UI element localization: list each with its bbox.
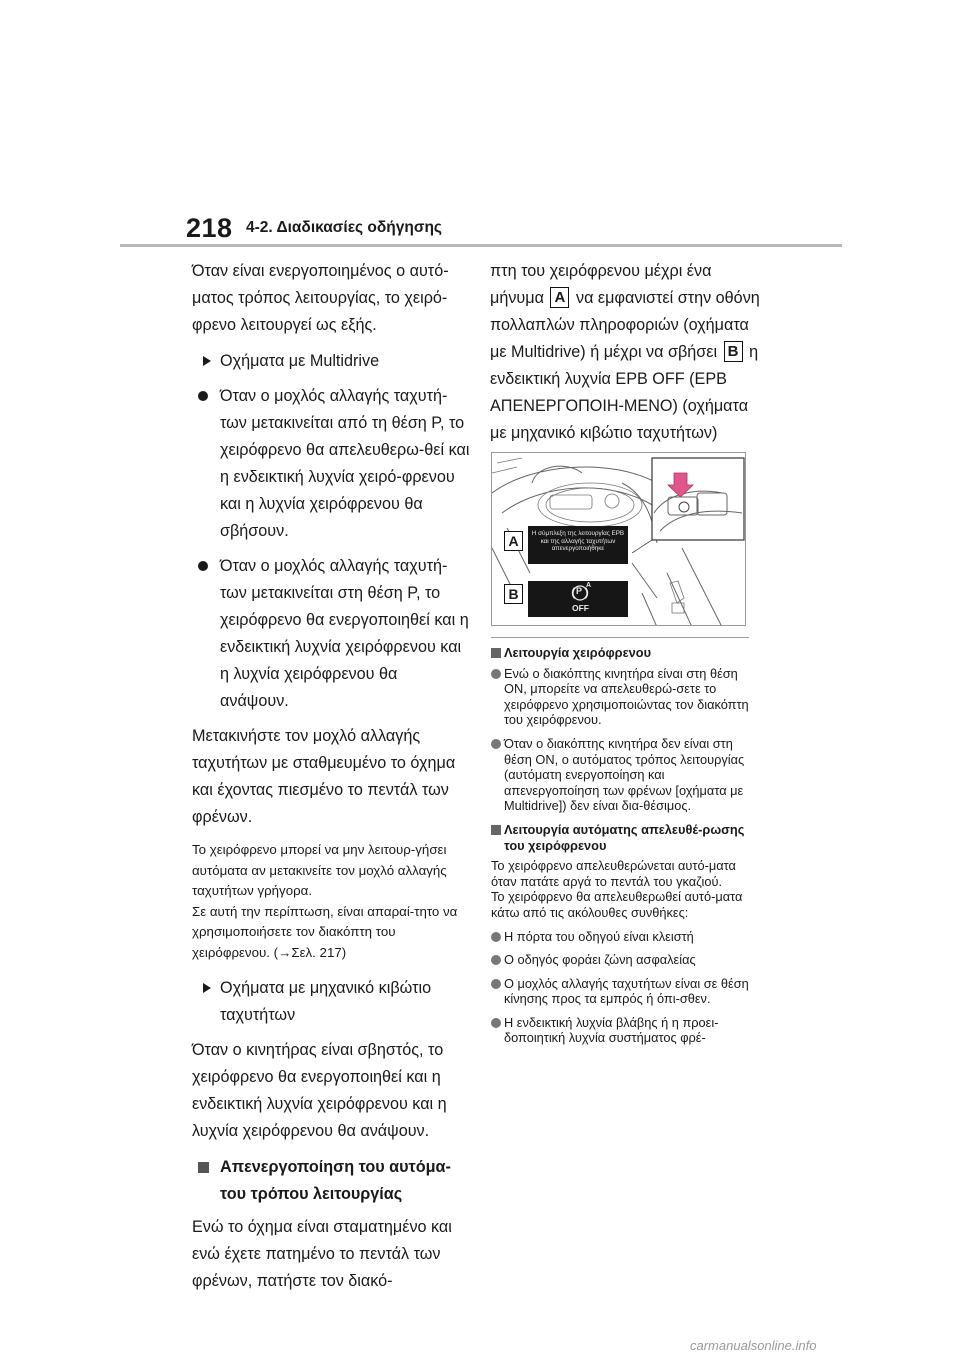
list-item [491,976,753,1007]
bullet-icon [491,669,501,679]
figure-label-a: A [504,531,523,551]
continuation-text-3: η ενδεικτική λυχνία EPB OFF (EPB ΑΠΕΝΕΡΓΟΠΟΙΗ-ΜΕΝΟ) (οχήματα με μηχανικό κιβώτιο ταχυτήτων) [490,343,759,442]
lamp-auto-letter: A [586,582,592,589]
continuation-text-2: να εμφανιστεί στην οθόνη πολλαπλών πληροφοριών (οχήματα με Multidrive) ή μέχρι να σβήσει [490,289,760,361]
bullet-icon [491,932,501,942]
bullet-icon [491,979,501,989]
epb-off-lamp-icon [570,583,592,605]
auto-release-body-1: Το χειρόφρενο απελευθερώνεται αυτό-ματα όταν πατάτε αργά το πεντάλ του γκαζιού. [491,858,736,889]
arrow-marker-icon [203,356,211,366]
page-reference-link[interactable]: Σελ. 217) [291,944,347,960]
left-column [192,258,470,1295]
epb-illustration [491,452,746,626]
callout-tag-a: A [550,287,569,308]
deactivation-heading-text: Απενεργοποίηση του αυτόμα-του τρόπου λειτουργίας [220,1158,451,1203]
continuation-text-1: πτη του χειρόφρενου μέχρι ένα μήνυμα [490,262,712,307]
square-marker-icon [491,648,501,658]
multidrive-heading-text: Οχήματα με Multidrive [220,352,380,370]
manual-paragraph: Όταν ο κινητήρας είναι σβηστός, το χειρόφρενο θα ενεργοποιηθεί και η ενδεικτική λυχνία χειρόφρενου και η λυχνία χειρόφρενου θα ανάψουν. [192,1041,447,1140]
heading-text: Λειτουργία αυτόματης απελευθέ-ρωσης του χειρόφρενου [504,821,745,853]
figure-label-b: B [504,584,523,604]
list-item-text: Ο οδηγός φοράει ζώνη ασφαλείας [504,952,696,968]
bullet-icon [491,1018,501,1028]
list-item-text: Ενώ ο διακόπτης κινητήρα είναι στη θέση ON, μπορείτε να απελευθερώ-σετε το χειρόφρενο χρησιμοποιώντας τον διακόπτη του χειρόφρενου. [504,665,749,728]
deactivation-heading [192,1154,470,1208]
display-message: Η σύμπλεξη της λειτουργίας EPB και της αλλαγής ταχυτήτων απενεργοποιήθηκε [531,530,625,553]
list-item-text: Όταν ο μοχλός αλλαγής ταχυτή-των μετακινείται από τη θέση P, το χειρόφρενο θα απελευθερω-θεί και η ενδεικτική λυχνία χειρό-φρενου και η λυχνία χειρόφρενου θα σβήσουν. [220,387,470,540]
bullet-icon [491,739,501,749]
bullet-icon [198,561,208,571]
auto-release-heading [491,822,753,853]
manual-heading [192,975,470,1029]
intro-paragraph: Όταν είναι ενεργοποιημένος ο αυτό-ματος τρόπος λειτουργίας, το χειρό-φρενο λειτουργεί ως εξής. [192,262,449,334]
list-item [491,736,753,814]
header-rule [120,244,842,247]
figure-rule [491,637,749,638]
page-number: 218 [186,213,233,243]
list-item-text: Όταν ο μοχλός αλλαγής ταχυτή-των μετακινείται στη θέση P, το χειρόφρενο θα ενεργοποιηθεί και η ενδεικτική λυχνία χειρόφρενου και η λυχνία χειρόφρενου θα ανάψουν. [220,557,469,710]
page-ref-arrow-icon: → [278,944,292,960]
list-item-text: Όταν ο διακόπτης κινητήρα δεν είναι στη θέση ON, ο αυτόματος τρόπος λειτουργίας (αυτόματη ενεργοποίηση και απενεργοποίηση των φρένων [οχήματα με Multidrive]) δεν είναι δια-θέσιμος. [504,735,745,814]
deactivation-paragraph: Ενώ το όχημα είναι σταματημένο και ενώ έχετε πατημένο το πεντάλ των φρένων, πατήστε τον διακό- [192,1218,452,1290]
note-line-2: Σε αυτή την περίπτωση, είναι απαραί-τητο να χρησιμοποιήσετε τον διακόπτη του χειρόφρενου. ( [192,903,458,960]
multidrive-heading [192,348,470,375]
list-item [491,929,753,945]
list-item-text: Η ενδεικτική λυχνία βλάβης ή η προει-δοποιητική λυχνία συστήματος φρέ- [504,1014,719,1046]
manual-heading-text: Οχήματα με μηχανικό κιβώτιο ταχυτήτων [220,979,432,1024]
bullet-icon [491,955,501,965]
list-item [491,666,753,728]
heading-text: Λειτουργία χειρόφρενου [504,645,652,660]
list-item-text: Η πόρτα του οδηγού είναι κλειστή [504,928,694,944]
list-item [192,553,470,715]
parking-brake-heading [491,645,753,661]
list-item [192,383,470,545]
note-line-1: Το χειρόφρενο μπορεί να μην λειτουρ-γήσει αυτόματα αν μετακινείτε τον μοχλό αλλαγής ταχυτήτων γρήγορα. [192,842,447,898]
watermark: carmanualsonline.info [690,1338,817,1353]
auto-release-body-2: Το χειρόφρενο θα απελευθερωθεί αυτό-ματα κάτω από τις ακόλουθες συνθήκες: [491,889,743,920]
list-item [491,952,753,968]
list-item [491,1015,753,1046]
lamp-p-letter: P [576,586,583,596]
lamp-off-text: OFF [572,603,589,613]
callout-tag-b: B [724,341,743,362]
right-column [491,641,753,1054]
section-title: 4-2. Διαδικασίες οδήγησης [246,219,442,236]
square-marker-icon [491,825,501,835]
note-paragraph [192,840,470,963]
arrow-marker-icon [203,983,211,993]
instruction-paragraph: Μετακινήστε τον μοχλό αλλαγής ταχυτήτων με σταθμευμένο το όχημα και έχοντας πιεσμένο το πεντάλ των φρένων. [192,727,456,826]
right-top-paragraph [490,258,760,447]
bullet-icon [198,391,208,401]
square-marker-icon [198,1162,209,1173]
list-item-text: Ο μοχλός αλλαγής ταχυτήτων είναι σε θέση κίνησης προς τα εμπρός ή όπι-σθεν. [504,975,749,1007]
